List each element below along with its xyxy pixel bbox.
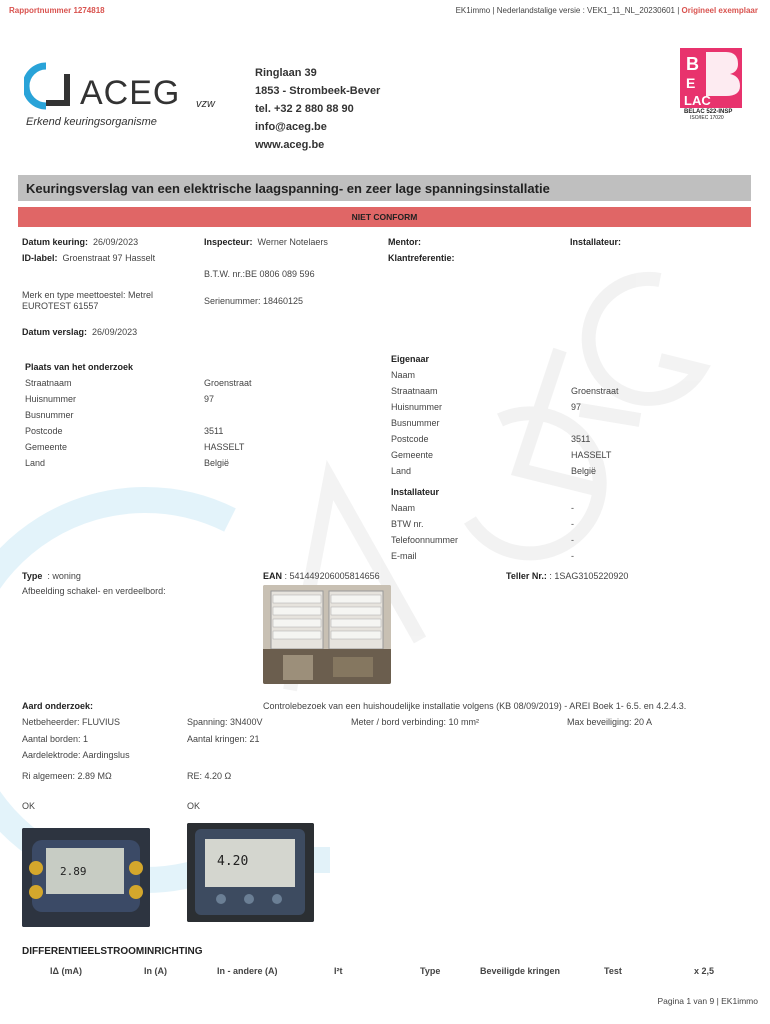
earth-electrode: Aardelektrode: Aardingslus <box>22 750 130 760</box>
logo-text: ACEG <box>80 74 181 112</box>
location-field-label: Land <box>25 458 46 468</box>
grid-operator: Netbeheerder: FLUVIUS <box>22 717 121 727</box>
rcd-heading: DIFFERENTIEELSTROOMINRICHTING <box>22 946 203 957</box>
owner-field-label: Busnummer <box>391 418 440 428</box>
inspection-nature-label: Aard onderzoek: <box>22 701 94 711</box>
meter-board-connection: Meter / bord verbinding: 10 mm² <box>351 717 480 727</box>
vat-number: B.T.W. nr.:BE 0806 089 596 <box>204 269 315 279</box>
ri-general: Ri algemeen: 2.89 MΩ <box>22 771 112 781</box>
svg-text:B: B <box>686 54 699 74</box>
installer-field-value: - <box>571 551 574 561</box>
location-heading: Plaats van het onderzoek <box>25 362 134 372</box>
ean: EAN : 541449206005814656 <box>263 571 380 581</box>
installation-type: Type : woning <box>22 571 81 581</box>
original-label: Origineel exemplaar <box>681 6 758 15</box>
inspector: Inspecteur: Werner Notelaers <box>204 237 328 247</box>
version-info <box>456 6 758 15</box>
meter-number: Teller Nr.: : 1SAG3105220920 <box>506 571 629 581</box>
owner-field-value: 97 <box>571 402 582 412</box>
email: info@aceg.be <box>255 121 327 133</box>
number-of-circuits: Aantal kringen: 21 <box>187 734 260 744</box>
location-field-value: 97 <box>204 394 215 404</box>
col-x25: x 2,5 <box>694 966 715 976</box>
owner-field-label: Land <box>391 466 412 476</box>
ri-meter-reading: 2.89 <box>60 865 87 878</box>
re-meter-photo <box>187 823 314 922</box>
owner-field-label: Naam <box>391 370 416 380</box>
svg-text:LAC: LAC <box>684 93 711 108</box>
report-number: Rapportnummer 1274818 <box>9 6 105 15</box>
serial-number: Serienummer: 18460125 <box>204 296 304 306</box>
installer-field-label: BTW nr. <box>391 519 424 529</box>
logo-tagline: Erkend keuringsorganisme <box>26 116 157 128</box>
inspection-nature-value: Controlebezoek van een huishoudelijke installatie volgens (KB 08/09/2019) - AREI Boek 1- 6.5. en 4.2.4.3. <box>263 701 687 711</box>
owner-field-value: Groenstraat <box>571 386 619 396</box>
inspection-date: Datum keuring: 26/09/2023 <box>22 237 139 247</box>
col-idelta: IΔ (mA) <box>50 966 82 976</box>
aceg-logo <box>24 60 224 132</box>
re-meter-reading: 4.20 <box>217 854 249 869</box>
logo-suffix: vzw <box>196 98 215 110</box>
page-footer: Pagina 1 van 9 | EK1immo <box>657 996 758 1006</box>
installer-field-label: Telefoonnummer <box>391 535 459 545</box>
owner-field-label: Postcode <box>391 434 429 444</box>
owner-heading: Eigenaar <box>391 354 430 364</box>
report-date: Datum verslag: 26/09/2023 <box>22 327 138 337</box>
max-protection: Max beveiliging: 20 A <box>567 717 653 727</box>
meter-device: Merk en type meettoestel: Metrel EUROTEST 61557 <box>22 290 154 311</box>
owner-field-value: België <box>571 466 597 476</box>
conformity-status: NIET CONFORM <box>18 207 751 227</box>
location-field-value: HASSELT <box>204 442 245 452</box>
address-line-1: Ringlaan 39 <box>255 67 317 79</box>
board-image-label: Afbeelding schakel- en verdeelbord: <box>22 586 166 596</box>
installer-field-value: - <box>571 503 574 513</box>
owner-field-label: Straatnaam <box>391 386 438 396</box>
col-type: Type <box>420 966 441 976</box>
col-protected-circuits: Beveiligde kringen <box>480 966 561 976</box>
installer-heading: Installateur <box>391 487 440 497</box>
owner-field-label: Huisnummer <box>391 402 443 412</box>
owner-field-value: 3511 <box>571 434 591 444</box>
installer-field-label: E-mail <box>391 551 417 561</box>
version-text: EK1immo | Nederlandstalige versie : VEK1_11_NL_20230601 | <box>455 6 680 15</box>
col-in: In (A) <box>144 966 167 976</box>
ri-result: OK <box>22 801 36 811</box>
location-field-label: Huisnummer <box>25 394 77 404</box>
re-result: OK <box>187 801 201 811</box>
phone: tel. +32 2 880 88 90 <box>255 103 354 115</box>
report-title: Keuringsverslag van een elektrische laagspanning- en zeer lage spanningsinstallatie <box>18 175 751 201</box>
col-i2t: I²t <box>334 966 343 976</box>
client-reference-label: Klantreferentie: <box>388 253 455 263</box>
website: www.aceg.be <box>255 139 325 151</box>
installer-field-value: - <box>571 519 574 529</box>
mentor-label: Mentor: <box>388 237 421 247</box>
belac-text: BELAC 522-INSP <box>684 109 733 115</box>
ri-meter-photo <box>22 828 150 927</box>
location-field-label: Straatnaam <box>25 378 72 388</box>
owner-field-value: HASSELT <box>571 450 612 460</box>
distribution-board-photo <box>263 585 391 684</box>
col-in-other: In - andere (A) <box>217 966 278 976</box>
location-field-value: Groenstraat <box>204 378 252 388</box>
address-line-2: 1853 - Strombeek-Bever <box>255 85 381 97</box>
contact-block <box>255 64 380 154</box>
installer-field-label: Naam <box>391 503 416 513</box>
installer-label: Installateur: <box>570 237 622 247</box>
owner-field-label: Gemeente <box>391 450 434 460</box>
id-label: ID-label: Groenstraat 97 Hasselt <box>22 253 156 263</box>
belac-sub: ISO/IEC 17020 <box>690 115 724 121</box>
col-test: Test <box>604 966 622 976</box>
location-field-value: 3511 <box>204 426 224 436</box>
voltage: Spanning: 3N400V <box>187 717 263 727</box>
location-field-label: Postcode <box>25 426 63 436</box>
number-of-boards: Aantal borden: 1 <box>22 734 89 744</box>
location-field-label: Gemeente <box>25 442 68 452</box>
re-value: RE: 4.20 Ω <box>187 771 232 781</box>
svg-text:E: E <box>686 75 696 91</box>
belac-logo <box>680 48 742 120</box>
installer-field-value: - <box>571 535 574 545</box>
location-field-label: Busnummer <box>25 410 74 420</box>
location-field-value: België <box>204 458 230 468</box>
